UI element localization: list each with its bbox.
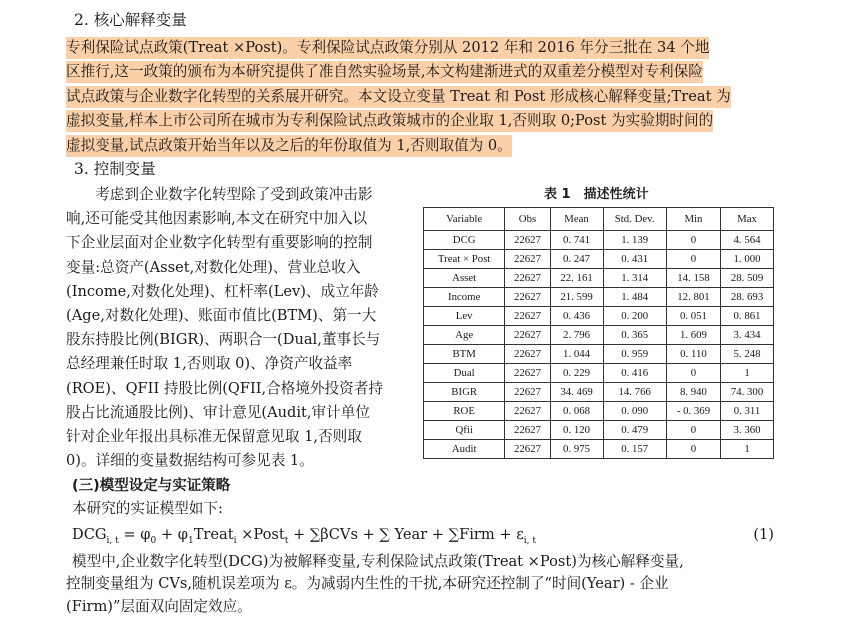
regression-equation: $DCG_{i, t} = \varphi_0$ + $\varphi_1Treat_i$ ×Post$_t$ + ∑βCVs + ∑ Year + ∑Firm + $\varepsilon_{i, t}$ (1): [72, 526, 774, 546]
table-cell: 22627: [505, 231, 550, 250]
table-cell: Age: [424, 326, 505, 345]
table-cell: 0. 120: [550, 421, 603, 440]
table-cell: 1. 484: [603, 288, 666, 307]
table-cell: 0. 436: [550, 307, 603, 326]
table-cell: 2. 796: [550, 326, 603, 345]
table-cell: BIGR: [424, 383, 505, 402]
column-header: Variable: [424, 208, 505, 231]
table-cell: Lev: [424, 307, 505, 326]
table-cell: ROE: [424, 402, 505, 421]
highlighted-line: 虚拟变量,试点政策开始当年以及之后的年份取值为 1,否则取值为 0。: [66, 134, 782, 158]
highlighted-line: 区推行,这一政策的颁布为本研究提供了准自然实验场景,本文构建渐进式的双重差分模型对专利保险: [66, 60, 782, 84]
column-header: Std. Dev.: [603, 208, 666, 231]
paragraph-line: 下企业层面对企业数字化转型有重要影响的控制: [66, 234, 373, 252]
table-cell: 12. 801: [666, 288, 720, 307]
paragraph-line: 控制变量组为 CVs,随机误差项为 ε。为减弱内生性的干扰,本研究还控制了“时间(Year) - 企业: [66, 575, 669, 592]
section-heading-model: (三)模型设定与实证策略: [72, 478, 231, 494]
table-cell: 1: [721, 364, 774, 383]
table-row: [424, 269, 774, 288]
table-cell: BTM: [424, 345, 505, 364]
table-cell: 0: [666, 231, 720, 250]
table-cell: 0. 861: [721, 307, 774, 326]
table-cell: 22627: [505, 383, 550, 402]
table-cell: Audit: [424, 440, 505, 459]
table-cell: 0. 247: [550, 250, 603, 269]
paragraph-line: 股占比流通股比例)、审计意见(Audit,审计单位: [66, 403, 370, 421]
table-cell: 3. 434: [721, 326, 774, 345]
paragraph-line: 股东持股比例(BIGR)、两职合一(Dual,董事长与: [66, 331, 381, 349]
table-cell: 0. 200: [603, 307, 666, 326]
table-header-row: [424, 208, 774, 231]
table-cell: 0. 090: [603, 402, 666, 421]
table-cell: 0. 975: [550, 440, 603, 459]
table-row: [424, 383, 774, 402]
table-cell: 22627: [505, 326, 550, 345]
table-row: [424, 345, 774, 364]
table-cell: DCG: [424, 231, 505, 250]
table-cell: 0. 110: [666, 345, 720, 364]
table-cell: Asset: [424, 269, 505, 288]
table-cell: 22627: [505, 288, 550, 307]
table-row: [424, 421, 774, 440]
table-row: [424, 326, 774, 345]
table-row: [424, 364, 774, 383]
table-cell: 22627: [505, 421, 550, 440]
paragraph-line: 变量:总资产(Asset,对数化处理)、营业总收入: [66, 258, 361, 276]
table-row: [424, 402, 774, 421]
section-heading-core-variable: 2. 核心解释变量: [74, 11, 187, 29]
table-cell: 4. 564: [721, 231, 774, 250]
descriptive-statistics-table: [423, 207, 774, 459]
paragraph-line: (Income,对数化处理)、杠杆率(Lev)、成立年龄: [66, 282, 379, 300]
paragraph-line: (Age,对数化处理)、账面市值比(BTM)、第一大: [66, 307, 377, 325]
table-row: [424, 440, 774, 459]
table-cell: 22. 161: [550, 269, 603, 288]
table-cell: 22627: [505, 440, 550, 459]
paragraph-line: 考虑到企业数字化转型除了受到政策冲击影: [66, 186, 373, 203]
table-cell: Treat × Post: [424, 250, 505, 269]
table-cell: 34. 469: [550, 383, 603, 402]
table-cell: - 0. 369: [666, 402, 720, 421]
table-cell: 0. 365: [603, 326, 666, 345]
table-cell: 0: [666, 421, 720, 440]
table-cell: 0: [666, 440, 720, 459]
table-cell: 5. 248: [721, 345, 774, 364]
table-cell: 21. 599: [550, 288, 603, 307]
table-cell: 0: [666, 250, 720, 269]
highlighted-paragraph: [66, 36, 782, 158]
section-heading-control-variables: 3. 控制变量: [74, 160, 156, 178]
paragraph-line: (ROE)、QFII 持股比例(QFII,合格境外投资者持: [66, 379, 383, 397]
table-cell: 22627: [505, 307, 550, 326]
highlighted-line: 专利保险试点政策(Treat ×Post)。专利保险试点政策分别从 2012 年和 2016 年分三批在 34 个地: [66, 36, 782, 60]
table-cell: 28. 509: [721, 269, 774, 288]
table-cell: 8. 940: [666, 383, 720, 402]
paragraph-line: (Firm)”层面双向固定效应。: [66, 598, 252, 615]
paragraph-line: 总经理兼任时取 1,否则取 0)、净资产收益率: [66, 355, 353, 373]
table-cell: 0. 431: [603, 250, 666, 269]
table-cell: 22627: [505, 269, 550, 288]
paragraph-line: 模型中,企业数字化转型(DCG)为被解释变量,专利保险试点政策(Treat ×Post)为核心解释变量,: [72, 553, 684, 570]
table-cell: 0. 068: [550, 402, 603, 421]
highlighted-line: 虚拟变量,样本上市公司所在城市为专利保险试点政策城市的企业取 1,否则取 0;Post 为实验期时间的: [66, 109, 782, 133]
table-cell: 0. 311: [721, 402, 774, 421]
table-cell: 74. 300: [721, 383, 774, 402]
table-cell: 0. 479: [603, 421, 666, 440]
table-cell: 0. 229: [550, 364, 603, 383]
equation-number: (1): [753, 526, 774, 543]
table-cell: 3. 360: [721, 421, 774, 440]
highlighted-line: 试点政策与企业数字化转型的关系展开研究。本文设立变量 Treat 和 Post 形成核心解释变量;Treat 为: [66, 85, 782, 109]
model-intro: 本研究的实证模型如下:: [72, 500, 223, 517]
table-cell: 1. 609: [666, 326, 720, 345]
table-cell: 1: [721, 440, 774, 459]
table-row: [424, 250, 774, 269]
table-cell: Income: [424, 288, 505, 307]
control-variables-paragraph: [66, 183, 400, 473]
table-cell: 14. 158: [666, 269, 720, 288]
table-cell: 28. 693: [721, 288, 774, 307]
table-cell: 22627: [505, 364, 550, 383]
column-header: Min: [666, 208, 720, 231]
table-cell: 1. 000: [721, 250, 774, 269]
table-cell: 0. 741: [550, 231, 603, 250]
table-cell: 1. 139: [603, 231, 666, 250]
table-cell: 0. 051: [666, 307, 720, 326]
table-row: [424, 288, 774, 307]
table-cell: 0. 157: [603, 440, 666, 459]
table-cell: Qfii: [424, 421, 505, 440]
table-cell: 22627: [505, 250, 550, 269]
table-cell: 0: [666, 364, 720, 383]
table-cell: 14. 766: [603, 383, 666, 402]
table-row: [424, 231, 774, 250]
paragraph-line: 0)。详细的变量数据结构可参见表 1。: [66, 452, 314, 470]
column-header: Obs: [505, 208, 550, 231]
table-cell: Dual: [424, 364, 505, 383]
table-cell: 0. 959: [603, 345, 666, 364]
table-cell: 22627: [505, 345, 550, 364]
table-title: 表 1 描述性统计: [544, 187, 649, 202]
column-header: Mean: [550, 208, 603, 231]
paragraph-line: 响,还可能受其他因素影响,本文在研究中加入以: [66, 210, 368, 228]
table-cell: 22627: [505, 402, 550, 421]
table-cell: 0. 416: [603, 364, 666, 383]
table-row: [424, 307, 774, 326]
table-cell: 1. 044: [550, 345, 603, 364]
table-cell: 1. 314: [603, 269, 666, 288]
column-header: Max: [721, 208, 774, 231]
paragraph-line: 针对企业年报出具标准无保留意见取 1,否则取: [66, 428, 362, 446]
